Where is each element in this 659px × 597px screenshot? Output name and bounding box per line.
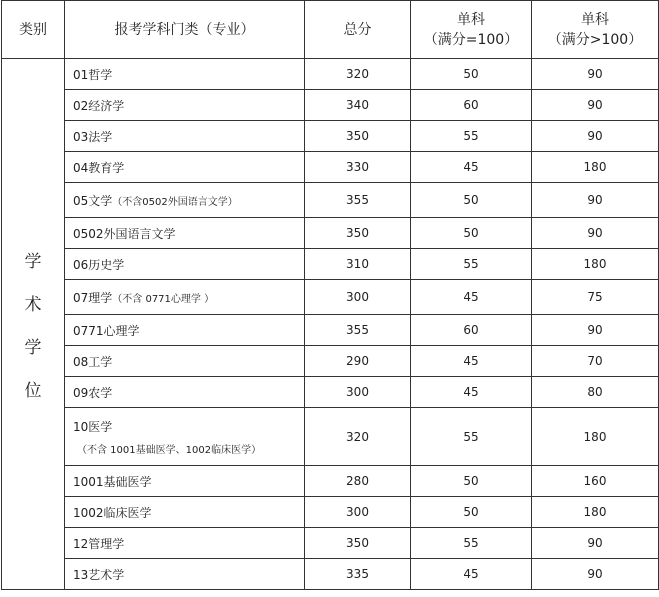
single-100-cell: 45 (411, 559, 532, 590)
subject-cell (65, 280, 305, 315)
subject-cell (65, 59, 305, 90)
header-total: 总分 (305, 1, 411, 59)
table-row (2, 377, 659, 408)
single-over-100-cell: 180 (532, 408, 659, 466)
header-subject: 报考学科门类（专业） (65, 1, 305, 59)
subject-name: 13艺术学 (73, 567, 125, 582)
subject-cell (65, 408, 305, 466)
single-100-cell: 55 (411, 249, 532, 280)
subject-name: 10医学 (73, 419, 113, 434)
single-over-100-cell: 90 (532, 315, 659, 346)
subject-note: （不含0502外国语言文学） (112, 196, 238, 208)
single-100-cell: 45 (411, 280, 532, 315)
total-score-cell: 310 (305, 249, 411, 280)
header-single-over-100: 单科 （满分>100） (532, 1, 659, 59)
single-100-cell: 60 (411, 90, 532, 121)
table-row (2, 280, 659, 315)
single-100-cell: 55 (411, 408, 532, 466)
table-row (2, 183, 659, 218)
header-row (2, 1, 659, 59)
single-100-cell: 45 (411, 346, 532, 377)
total-score-cell: 340 (305, 90, 411, 121)
single-100-cell: 50 (411, 497, 532, 528)
subject-name: 08工学 (73, 354, 113, 369)
total-score-cell: 350 (305, 528, 411, 559)
single-over-100-cell: 90 (532, 59, 659, 90)
subject-cell (65, 528, 305, 559)
table-row (2, 559, 659, 590)
table-row (2, 346, 659, 377)
subject-cell (65, 377, 305, 408)
subject-name: 04教育学 (73, 160, 125, 175)
total-score-cell: 355 (305, 183, 411, 218)
subject-name: 0502外国语言文学 (73, 226, 176, 241)
subject-cell (65, 466, 305, 497)
subject-cell (65, 121, 305, 152)
subject-name: 02经济学 (73, 98, 125, 113)
subject-cell (65, 315, 305, 346)
subject-subnote: （不含 1001基础医学、1002临床医学） (77, 444, 262, 456)
table-row (2, 249, 659, 280)
subject-cell (65, 152, 305, 183)
table-row (2, 408, 659, 466)
table-row (2, 59, 659, 90)
single-over-100-cell: 75 (532, 280, 659, 315)
total-score-cell: 350 (305, 218, 411, 249)
subject-name: 0771心理学 (73, 323, 140, 338)
single-100-cell: 45 (411, 152, 532, 183)
single-over-100-cell: 70 (532, 346, 659, 377)
table-row (2, 121, 659, 152)
total-score-cell: 300 (305, 497, 411, 528)
single-over-100-cell: 90 (532, 183, 659, 218)
header-single-100: 单科 （满分=100） (411, 1, 532, 59)
subject-cell (65, 497, 305, 528)
category-cell (2, 59, 65, 590)
single-over-100-cell: 180 (532, 249, 659, 280)
total-score-cell: 300 (305, 377, 411, 408)
table-row (2, 466, 659, 497)
subject-cell (65, 183, 305, 218)
single-100-cell: 50 (411, 59, 532, 90)
subject-name: 01哲学 (73, 67, 113, 82)
single-over-100-cell: 160 (532, 466, 659, 497)
subject-name: 12管理学 (73, 536, 125, 551)
single-over-100-cell: 180 (532, 152, 659, 183)
total-score-cell: 280 (305, 466, 411, 497)
total-score-cell: 355 (305, 315, 411, 346)
subject-cell (65, 90, 305, 121)
subject-name: 1001基础医学 (73, 474, 152, 489)
subject-name: 07理学 (73, 290, 113, 305)
single-over-100-cell: 90 (532, 121, 659, 152)
single-over-100-cell: 90 (532, 559, 659, 590)
table-row (2, 152, 659, 183)
single-100-cell: 55 (411, 528, 532, 559)
subject-cell (65, 559, 305, 590)
subject-name: 1002临床医学 (73, 505, 152, 520)
score-table (1, 0, 659, 590)
table-row (2, 218, 659, 249)
total-score-cell: 330 (305, 152, 411, 183)
category-label: 学 术 学 位 (24, 252, 42, 401)
single-over-100-cell: 80 (532, 377, 659, 408)
total-score-cell: 300 (305, 280, 411, 315)
subject-name: 05文学 (73, 193, 113, 208)
total-score-cell: 320 (305, 408, 411, 466)
total-score-cell: 335 (305, 559, 411, 590)
single-100-cell: 60 (411, 315, 532, 346)
table-row (2, 528, 659, 559)
single-100-cell: 45 (411, 377, 532, 408)
subject-name: 03法学 (73, 129, 113, 144)
total-score-cell: 290 (305, 346, 411, 377)
single-over-100-cell: 90 (532, 528, 659, 559)
subject-name: 06历史学 (73, 257, 125, 272)
table-row (2, 315, 659, 346)
single-over-100-cell: 90 (532, 90, 659, 121)
subject-cell (65, 218, 305, 249)
total-score-cell: 350 (305, 121, 411, 152)
subject-note: （不含 0771心理学 ） (112, 293, 215, 305)
single-100-cell: 50 (411, 218, 532, 249)
single-over-100-cell: 180 (532, 497, 659, 528)
table-row (2, 497, 659, 528)
single-100-cell: 50 (411, 183, 532, 218)
table-row (2, 90, 659, 121)
subject-cell (65, 249, 305, 280)
total-score-cell: 320 (305, 59, 411, 90)
single-100-cell: 55 (411, 121, 532, 152)
header-category: 类别 (2, 1, 65, 59)
subject-name: 09农学 (73, 385, 113, 400)
single-over-100-cell: 90 (532, 218, 659, 249)
single-100-cell: 50 (411, 466, 532, 497)
subject-cell (65, 346, 305, 377)
